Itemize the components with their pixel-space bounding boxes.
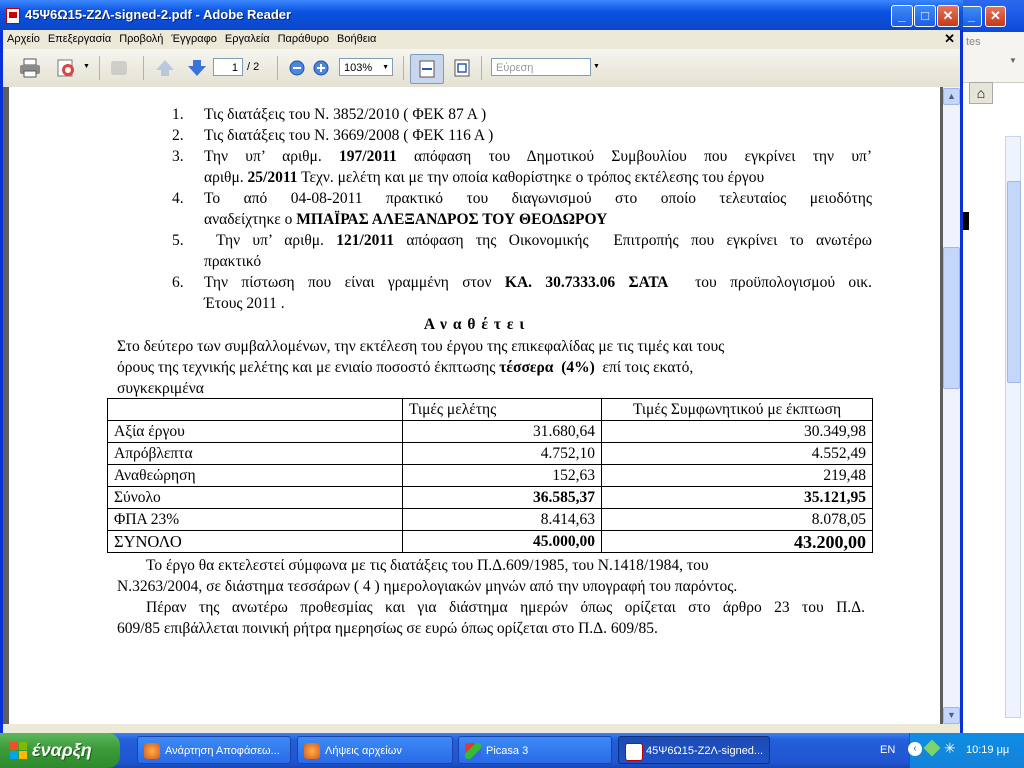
firefox-icon — [144, 743, 160, 759]
background-window-titlebar — [963, 0, 1024, 32]
email-icon[interactable] — [55, 58, 77, 78]
page-total: / 2 — [247, 61, 260, 73]
zoom-out-icon[interactable] — [286, 58, 308, 78]
firefox-icon — [304, 743, 320, 759]
bg-address-text: tes — [966, 36, 981, 48]
paragraph-duration — [117, 555, 865, 597]
list-number: 3. — [172, 148, 184, 165]
home-icon[interactable]: ⌂ — [969, 82, 993, 104]
email-dropdown-icon[interactable]: ▼ — [83, 63, 90, 70]
paragraph-line — [117, 357, 857, 378]
table-cell: ΣΥΝΟΛΟ — [108, 531, 403, 553]
budget-code: ΚΑ. 30.7333.06 ΣΑΤΑ — [504, 274, 669, 291]
cost-table — [107, 398, 873, 553]
table-header: Τιμές μελέτης — [403, 399, 602, 421]
text-run: όρους της τεχνικής μελέτης και με ενιαίο ποσοστό έκπτωσης — [117, 359, 500, 376]
scrollbar-thumb[interactable] — [943, 247, 960, 389]
picasa-icon — [465, 743, 481, 759]
toolbar-separator — [143, 56, 144, 80]
fit-width-button[interactable] — [410, 54, 444, 84]
table-cell: ΦΠΑ 23% — [108, 509, 403, 531]
bg-scrollbar[interactable] — [1005, 136, 1021, 718]
table-cell: Σύνολο — [108, 487, 403, 509]
print-icon[interactable] — [19, 58, 41, 78]
bg-address-bar[interactable] — [963, 32, 1024, 83]
list-text-line — [204, 146, 872, 167]
taskbar-item-firefox-2[interactable] — [297, 736, 453, 764]
list-text-line — [204, 272, 872, 293]
table-row — [108, 465, 873, 487]
list-text: Τις διατάξεις του Ν. 3852/2010 ( ΦΕΚ 87 Α ) — [204, 106, 487, 123]
table-cell: 8.414,63 — [403, 509, 602, 531]
paragraph-line: Πέραν της ανωτέρω προθεσμίας και για διάστημα ημερών όπως ορίζεται στο άρθρο 23 του Π.Δ. — [146, 599, 865, 616]
study-number: 25/2011 — [247, 169, 298, 186]
table-header: Τιμές Συμφωνητικού με έκπτωση — [602, 399, 873, 421]
table-cell: Απρόβλεπτα — [108, 443, 403, 465]
window-bottom-border — [3, 724, 960, 733]
network-icon[interactable] — [924, 740, 941, 757]
toolbar-separator — [277, 56, 278, 80]
paragraph-line: Το έργο θα εκτελεστεί σύμφωνα με τις διατάξεις του Π.Δ.609/1985, του Ν.1418/1984, του — [146, 557, 709, 574]
scroll-down-icon[interactable]: ▼ — [943, 707, 960, 724]
table-row — [108, 531, 873, 553]
menu-help[interactable]: Βοήθεια — [337, 33, 377, 45]
list-number: 1. — [172, 106, 184, 123]
start-button[interactable] — [0, 733, 120, 768]
toolbar-separator — [99, 56, 100, 80]
next-page-icon[interactable] — [186, 58, 208, 78]
list-text: Τις διατάξεις του Ν. 3669/2008 ( ΦΕΚ 116 Α ) — [204, 127, 494, 144]
list-text — [204, 146, 872, 188]
taskbar-item-picasa[interactable] — [458, 736, 612, 764]
text-run: αναδείχτηκε ο — [204, 211, 297, 228]
bg-marker — [963, 212, 969, 230]
hand-tool-icon[interactable] — [109, 58, 131, 78]
toolbar — [3, 49, 960, 88]
zoom-in-icon[interactable] — [310, 58, 332, 78]
zoom-dropdown-icon[interactable]: ▼ — [382, 64, 389, 71]
text-run: απόφαση της Οικονομικής Επιτροπής που εγκρίνει το ανωτέρω — [394, 232, 872, 249]
list-text-line — [204, 167, 872, 188]
taskbar-item-firefox-1[interactable] — [137, 736, 291, 764]
fit-width-icon — [417, 59, 437, 79]
list-text — [204, 230, 872, 272]
discount-percent: τέσσερα (4%) — [499, 359, 595, 376]
window-title: 45Ψ6Ω15-Ζ2Λ-signed-2.pdf - Adobe Reader — [25, 7, 292, 22]
list-text-line: Το από 04-08-2011 πρακτικό του διαγωνισμού στο οποίο τελευταίος μειοδότης — [204, 190, 872, 207]
taskbar — [0, 733, 1024, 768]
decision-number: 197/2011 — [339, 148, 397, 165]
contractor-name: ΜΠΑΪΡΑΣ ΑΛΕΞΑΝΔΡΟΣ ΤΟΥ ΘΕΟΔΩΡΟΥ — [296, 211, 608, 228]
bg-close-button[interactable]: ✕ — [985, 6, 1006, 27]
list-text — [204, 188, 872, 230]
title-bar — [0, 0, 963, 30]
table-cell: 31.680,64 — [403, 421, 602, 443]
taskbar-item-label: Picasa 3 — [486, 745, 529, 757]
text-run: αριθμ. — [204, 169, 248, 186]
pdf-icon — [625, 743, 643, 761]
table-cell: 8.078,05 — [602, 509, 873, 531]
text-run: απόφαση του Δημοτικού Συμβουλίου που εγκρίνει την υπ’ — [396, 148, 873, 165]
list-text-line: πρακτικό — [204, 253, 262, 270]
table-cell: 35.121,95 — [602, 487, 873, 509]
table-row — [108, 509, 873, 531]
taskbar-item-label: Λήψεις αρχείων — [325, 745, 402, 757]
list-text — [204, 272, 872, 314]
system-tray — [909, 733, 1024, 768]
paragraph-line: Στο δεύτερο των συμβαλλομένων, την εκτέλεση του έργου της επικεφαλίδας με τις τιμές και τους — [117, 338, 725, 355]
background-window — [963, 0, 1024, 733]
pdf-page — [9, 87, 940, 724]
paragraph-line: συγκεκριμένα — [117, 380, 204, 397]
text-run: του προϋπολογισμού οικ. — [668, 274, 872, 291]
taskbar-item-adobe-reader[interactable] — [618, 736, 770, 764]
star-icon[interactable]: ✳ — [944, 740, 956, 756]
windows-logo-icon — [10, 742, 28, 760]
language-indicator[interactable]: EN — [880, 744, 896, 756]
taskbar-item-label: Ανάρτηση Αποφάσεω... — [165, 745, 280, 757]
list-number: 6. — [172, 274, 184, 291]
menu-edit[interactable]: Επεξεργασία — [47, 33, 112, 45]
table-row — [108, 443, 873, 465]
menu-bar — [3, 30, 960, 49]
minimize-button[interactable]: _ — [891, 5, 913, 27]
list-text-line — [204, 209, 872, 230]
pdf-icon — [6, 8, 20, 24]
toolbar-separator — [481, 56, 482, 80]
maximize-button[interactable]: □ — [914, 5, 936, 27]
page-number-input[interactable]: 1 — [213, 58, 243, 76]
table-row — [108, 487, 873, 509]
document-scrollbar[interactable] — [943, 87, 960, 724]
tray-expand-icon[interactable]: ‹ — [908, 742, 922, 756]
menu-tools[interactable]: Εργαλεία — [224, 33, 270, 45]
scroll-up-icon[interactable]: ▲ — [943, 88, 960, 105]
search-dropdown-icon[interactable]: ▼ — [593, 63, 600, 70]
menu-view[interactable]: Προβολή — [119, 33, 164, 45]
text-run: Την πίστωση που είναι γραμμένη στον — [204, 274, 505, 291]
bg-scrollbar-thumb[interactable] — [1007, 181, 1021, 383]
close-document-icon[interactable]: ✕ — [944, 31, 955, 46]
table-row — [108, 421, 873, 443]
zoom-value: 103% — [344, 62, 373, 74]
table-cell: 4.552,49 — [602, 443, 873, 465]
table-cell: 45.000,00 — [403, 531, 602, 553]
text-run: επί τοις εκατό, — [594, 359, 694, 376]
list-number: 5. — [172, 232, 184, 249]
paragraph-assign — [117, 336, 857, 399]
decision-number: 121/2011 — [336, 232, 394, 249]
menu-file[interactable]: Αρχείο — [7, 33, 40, 45]
clock: 10:19 μμ — [966, 744, 1010, 756]
start-label: έναρξη — [32, 740, 92, 760]
search-input[interactable]: Εύρεση — [491, 58, 591, 76]
table-cell: 43.200,00 — [602, 531, 873, 553]
text-run: Την υπ’ αριθμ. — [204, 148, 340, 165]
background-window-body — [963, 32, 1024, 733]
paragraph-line: 609/85 επιβάλλεται ποινική ρήτρα ημερησίως σε ευρώ όπως ορίζεται στο Π.Δ. 609/85. — [117, 620, 658, 637]
paragraph-penalty — [117, 597, 865, 639]
table-header-row — [108, 399, 873, 421]
bg-minimize-button[interactable]: _ — [961, 6, 982, 27]
list-number: 4. — [172, 190, 184, 207]
close-button[interactable]: ✕ — [937, 5, 959, 27]
table-cell: 219,48 — [602, 465, 873, 487]
table-cell: Αξία έργου — [108, 421, 403, 443]
taskbar-item-label: 45Ψ6Ω15-Ζ2Λ-signed... — [646, 745, 764, 757]
menu-document[interactable]: Έγγραφο — [171, 33, 217, 45]
text-run: Τεχν. μελέτη και με την οποία καθορίστηκε ο τρόπος εκτέλεσης του έργου — [297, 169, 765, 186]
previous-page-icon[interactable] — [154, 58, 176, 78]
zoom-select[interactable] — [339, 58, 393, 76]
table-cell: 30.349,98 — [602, 421, 873, 443]
text-run: Την υπ’ αριθμ. — [204, 232, 337, 249]
section-heading: Α ν α θ έ τ ε ι — [423, 316, 526, 333]
list-number: 2. — [172, 127, 184, 144]
table-cell: 152,63 — [403, 465, 602, 487]
menu-window[interactable]: Παράθυρο — [277, 33, 329, 45]
table-cell: Αναθεώρηση — [108, 465, 403, 487]
table-cell: 4.752,10 — [403, 443, 602, 465]
toolbar-separator — [403, 56, 404, 80]
list-text-line — [204, 230, 872, 251]
paragraph-line: Ν.3263/2004, σε διάστημα τεσσάρων ( 4 ) ημερολογιακών μηνών από την υπογραφή του παρόντος. — [117, 578, 738, 595]
document-area — [3, 87, 943, 724]
fit-page-icon[interactable] — [451, 58, 473, 78]
table-cell: 36.585,37 — [403, 487, 602, 509]
bg-dropdown-icon[interactable]: ▼ — [1009, 56, 1017, 65]
list-text-line: Έτους 2011 . — [204, 295, 285, 312]
table-header — [108, 399, 403, 421]
